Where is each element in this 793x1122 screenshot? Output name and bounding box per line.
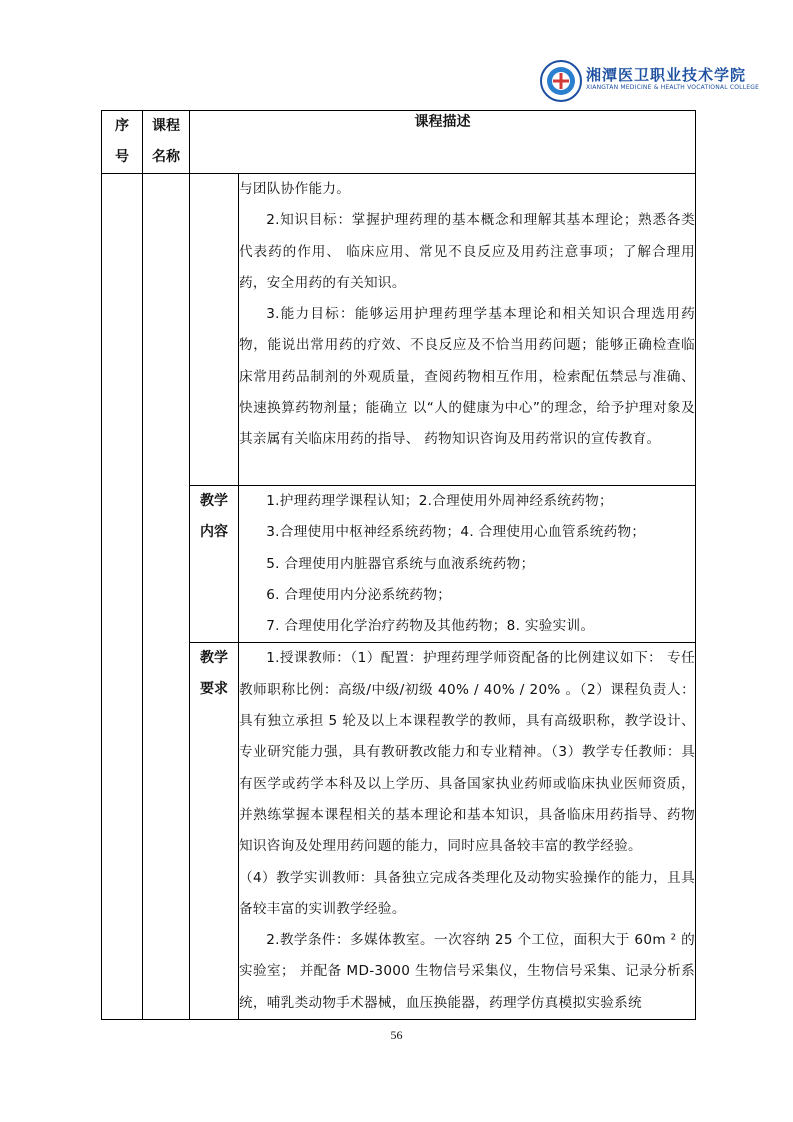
college-name: 湘潭医卫职业技术学院 [586, 66, 747, 84]
content-row [102, 486, 696, 643]
requirements-label: 教学 要求 [190, 643, 239, 1020]
content-label: 教学 内容 [190, 486, 239, 643]
content-line: 6. 合理使用内分泌系统药物； [266, 586, 452, 603]
header-seq: 序 号 [102, 111, 143, 174]
course-name-cell [143, 174, 190, 1020]
objectives-row [102, 174, 696, 486]
objectives-text-1: 与团队协作能力。 [239, 181, 351, 197]
content-line: 1.护理药理学课程认知；2.合理使用外周神经系统药物； [266, 493, 613, 509]
table-header-row [102, 111, 696, 174]
college-name-en: XIANGTAN MEDICINE & HEALTH VOCATIONAL COLLEGE [586, 84, 760, 91]
objectives-label-cell [190, 174, 239, 486]
seq-cell [102, 174, 143, 1020]
header-course-name: 课程 名称 [143, 111, 190, 174]
content-line: 7. 合理使用化学治疗药物及其他药物；8. 实验实训。 [266, 618, 595, 635]
content-line: 3.合理使用中枢神经系统药物；4. 合理使用心血管系统药物； [266, 524, 646, 541]
header-description: 课程描述 [190, 111, 696, 174]
objectives-ability: 3.能力目标：能够运用护理药理学基本理论和相关知识合理选用药物，能说出常用药的疗效、不良反应及不恰当用药问题；能够正确检查临床常用药品制剂的外观质量，查阅药物相互作用，检索配伍禁忌与准确、快速换算药物剂量；能确立 以“人的健康为中心”的理念，给予护理对象及其亲属有关临床用药的指导、 药物知识咨询及用药常识的宣传教育。 [239, 306, 695, 448]
course-table [101, 110, 696, 1020]
objectives-knowledge: 2.知识目标：掌握护理药理的基本概念和理解其基本理论；熟悉各类代表药的作用、 临床应用、常见不良反应及用药注意事项；了解合理用药，安全用药的有关知识。 [239, 212, 695, 291]
content-cell [239, 486, 696, 643]
page-number: 56 [390, 1028, 403, 1042]
content-line: 5. 合理使用内脏器官系统与血液系统药物； [266, 555, 535, 572]
requirements-teachers: 1.授课教师：（1）配置：护理药理学师资配备的比例建议如下： 专任教师职称比例：高级/中级/初级 40% / 40% / 20% 。（2）课程负责人：具有独立承担 5 轮及以上本课程教学的教师，具有高级职称，教学设计、专业研究能力强，具有教研教改能力和专业精神。（3）教学专任教师：具有医学或药学本科及以上学历、具备国家执业药师或临床执业医师资质，并熟练掌握本课程相关的基本理论和基本知识，具备临床用药指导、药物知识咨询及处理用药问题的能力，同时应具备较丰富的教学经验。 [239, 650, 695, 855]
college-seal-icon [540, 60, 582, 102]
requirements-lab-teachers: （4）教学实训教师：具备独立完成各类理化及动物实验操作的能力，且具备较丰富的实训教学经验。 [239, 869, 695, 917]
requirements-conditions: 2.教学条件：多媒体教室。一次容纳 25 个工位，面积大于 60m ² 的实验室； 并配备 MD-3000 生物信号采集仪，生物信号采集、记录分析系统，哺乳类动物手术器械，血压换能器，药理学仿真模拟实验系统 [239, 932, 695, 1011]
objectives-cell [239, 174, 696, 486]
requirements-row [102, 643, 696, 1020]
requirements-cell [239, 643, 696, 1020]
